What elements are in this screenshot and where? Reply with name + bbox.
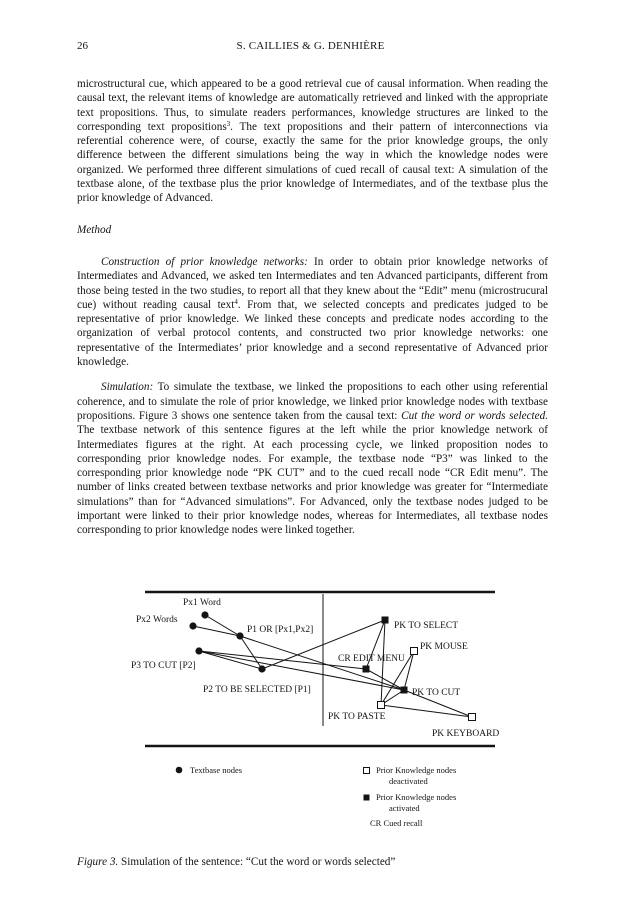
label-pk-cut: PK TO CUT: [412, 688, 461, 698]
paragraph-2-rest: . From that, we selected concepts and predicates judged to be representative of prior knowledge. We linked these concepts and predicate nodes according to the organization of verbal protocol contents, and constructed two prior knowledge networks: one representative of the Intermediates’ prior knowledge and a second representative of Advanced prior knowledge.: [77, 298, 548, 369]
link-p3-pk-cut: [199, 651, 404, 690]
legend-textbase: Textbase nodes: [190, 765, 243, 775]
link-pk-select-pk-paste: [381, 620, 385, 705]
link-p2-pk-select: [262, 620, 385, 669]
legend-activated-1: Prior Knowledge nodes: [376, 792, 457, 802]
section-heading-method: Method: [77, 223, 112, 236]
legend-deactivated-2: deactivated: [389, 776, 428, 786]
node-p3: [195, 647, 202, 654]
paragraph-2: [77, 255, 548, 369]
running-head: S. CAILLIES & G. DENHIÈRE: [236, 40, 385, 52]
label-pk-mouse: PK MOUSE: [420, 642, 468, 652]
paragraph-2-runin: Construction of prior knowledge networks:: [101, 255, 308, 268]
legend-deactivated-1: Prior Knowledge nodes: [376, 765, 457, 775]
node-pk-paste: [378, 702, 385, 709]
paragraph-3-text-a: To simulate the textbase, we linked the propositions to each other using referential coherence, and to simulate the role of prior knowledge, we linked prior knowledge nodes with textbase propositions. Figure 3 shows one sentence taken from the causal text:: [77, 381, 548, 422]
caption-text: Simulation of the sentence: “Cut the word or words selected”: [118, 856, 396, 868]
paragraph-1-text: microstructural cue, which appeared to be a good retrieval cue of causal information. When reading the causal text, the relevant items of knowledge are automatically retrieved and linked with the appropriate text propositions. Thus, to simulate readers performances, knowledge structures are linked to the corresponding text propositions: [77, 78, 548, 133]
link-px1-p1: [205, 615, 240, 636]
link-p1-p2: [240, 636, 262, 669]
node-px2: [189, 622, 196, 629]
legend-deactivated-marker: [364, 768, 370, 774]
figure-legend: [176, 765, 457, 828]
node-p2: [258, 665, 265, 672]
link-p3-p2: [199, 651, 262, 669]
node-pk-mouse: [411, 648, 418, 655]
legend-textbase-marker: [176, 767, 183, 774]
body-text: [77, 77, 548, 538]
node-cr-edit: [363, 666, 370, 673]
paragraph-3-runin: Simulation:: [101, 381, 154, 394]
link-pk-cut-pk-mouse: [404, 651, 414, 690]
label-px1: Px1 Word: [183, 598, 221, 608]
page-header: [0, 40, 621, 56]
page-number: 26: [77, 40, 88, 52]
paragraph-1-rest: . The text propositions and their pattern of interconnections via referential coherence were, of course, exactly the same for the prior knowledge groups, the only difference between the different simulations being the way in which the knowledge nodes were organized. We performed three different simulations of cued recall of causal text: A simulation of the textbase alone, of the textbase plus the prior knowledge of Intermediates, and of the textbase plus the prior knowledge of Advanced.: [77, 120, 548, 205]
pk-activated-nodes: [363, 617, 408, 694]
link-cr-edit-pk-cut: [366, 669, 404, 690]
pk-deactivated-nodes: [378, 648, 476, 721]
paragraph-3-text-b: The textbase network of this sentence figures at the left while the prior knowledge network of Intermediates figures at the right. At each processing cycle, we linked proposition nodes to corresponding prior knowledge nodes. For example, the textbase node “P3” was linked to the corresponding prior knowledge node “PK CUT” and to the cued recall node “CR Edit menu”. The number of links created between textbase networks and prior knowledge was greater for “Intermediate simulations” than for “Advanced simulations”. For Advanced, only the textbase nodes judged to be important were linked to their prior knowledge nodes, whereas for Intermediates, all textbase nodes corresponding to prior knowledge nodes were linked together.: [77, 424, 548, 537]
paragraph-3-example-sentence: Cut the word or words selected.: [401, 409, 548, 422]
link-pk-select-cr-edit: [366, 620, 385, 669]
link-p3-cr-edit: [199, 651, 366, 669]
link-pk-cut-pk-keyboard: [404, 690, 472, 717]
legend-activated-marker: [364, 795, 370, 801]
link-pk-paste-pk-mouse: [381, 651, 414, 705]
paragraph-3: [77, 380, 548, 537]
textbase-nodes: [189, 611, 265, 672]
legend-cued-recall: CR Cued recall: [370, 818, 423, 828]
paragraph-1: [77, 77, 548, 206]
node-pk-keyboard: [469, 714, 476, 721]
figure-caption: [77, 856, 557, 868]
label-pk-paste: PK TO PASTE: [328, 712, 386, 722]
legend-activated-2: activated: [389, 803, 420, 813]
paragraph-2-text: In order to obtain prior knowledge networks of Intermediates and Advanced, we asked ten Intermediates and ten Advanced participants, different from those being tested in the two studies, to report all that they knew about the “Edit” menu (microstrucural cue) without reading causal text: [77, 255, 548, 311]
link-px2-p1: [193, 626, 240, 636]
node-pk-cut: [401, 687, 408, 694]
label-px2: Px2 Words: [136, 615, 178, 625]
footnote-ref-3: 3: [226, 119, 231, 128]
label-p1: P1 OR [Px1,Px2]: [247, 625, 314, 635]
label-p2: P2 TO BE SELECTED [P1]: [203, 685, 311, 695]
link-pk-paste-pk-cut: [381, 690, 404, 705]
label-pk-select: PK TO SELECT: [394, 621, 459, 631]
link-p1-pk-cut: [240, 636, 404, 690]
label-cr-edit: CR EDIT MENU: [338, 654, 405, 664]
node-p1: [236, 632, 243, 639]
label-pk-keyboard: PK KEYBOARD: [432, 729, 500, 739]
label-p3: P3 TO CUT [P2]: [131, 661, 196, 671]
footnote-ref-4: 4: [234, 297, 238, 306]
network-links: [193, 615, 472, 717]
caption-label: Figure 3.: [77, 856, 119, 868]
node-px1: [201, 611, 208, 618]
link-pk-paste-pk-keyboard: [381, 705, 472, 717]
node-pk-select: [382, 617, 389, 624]
